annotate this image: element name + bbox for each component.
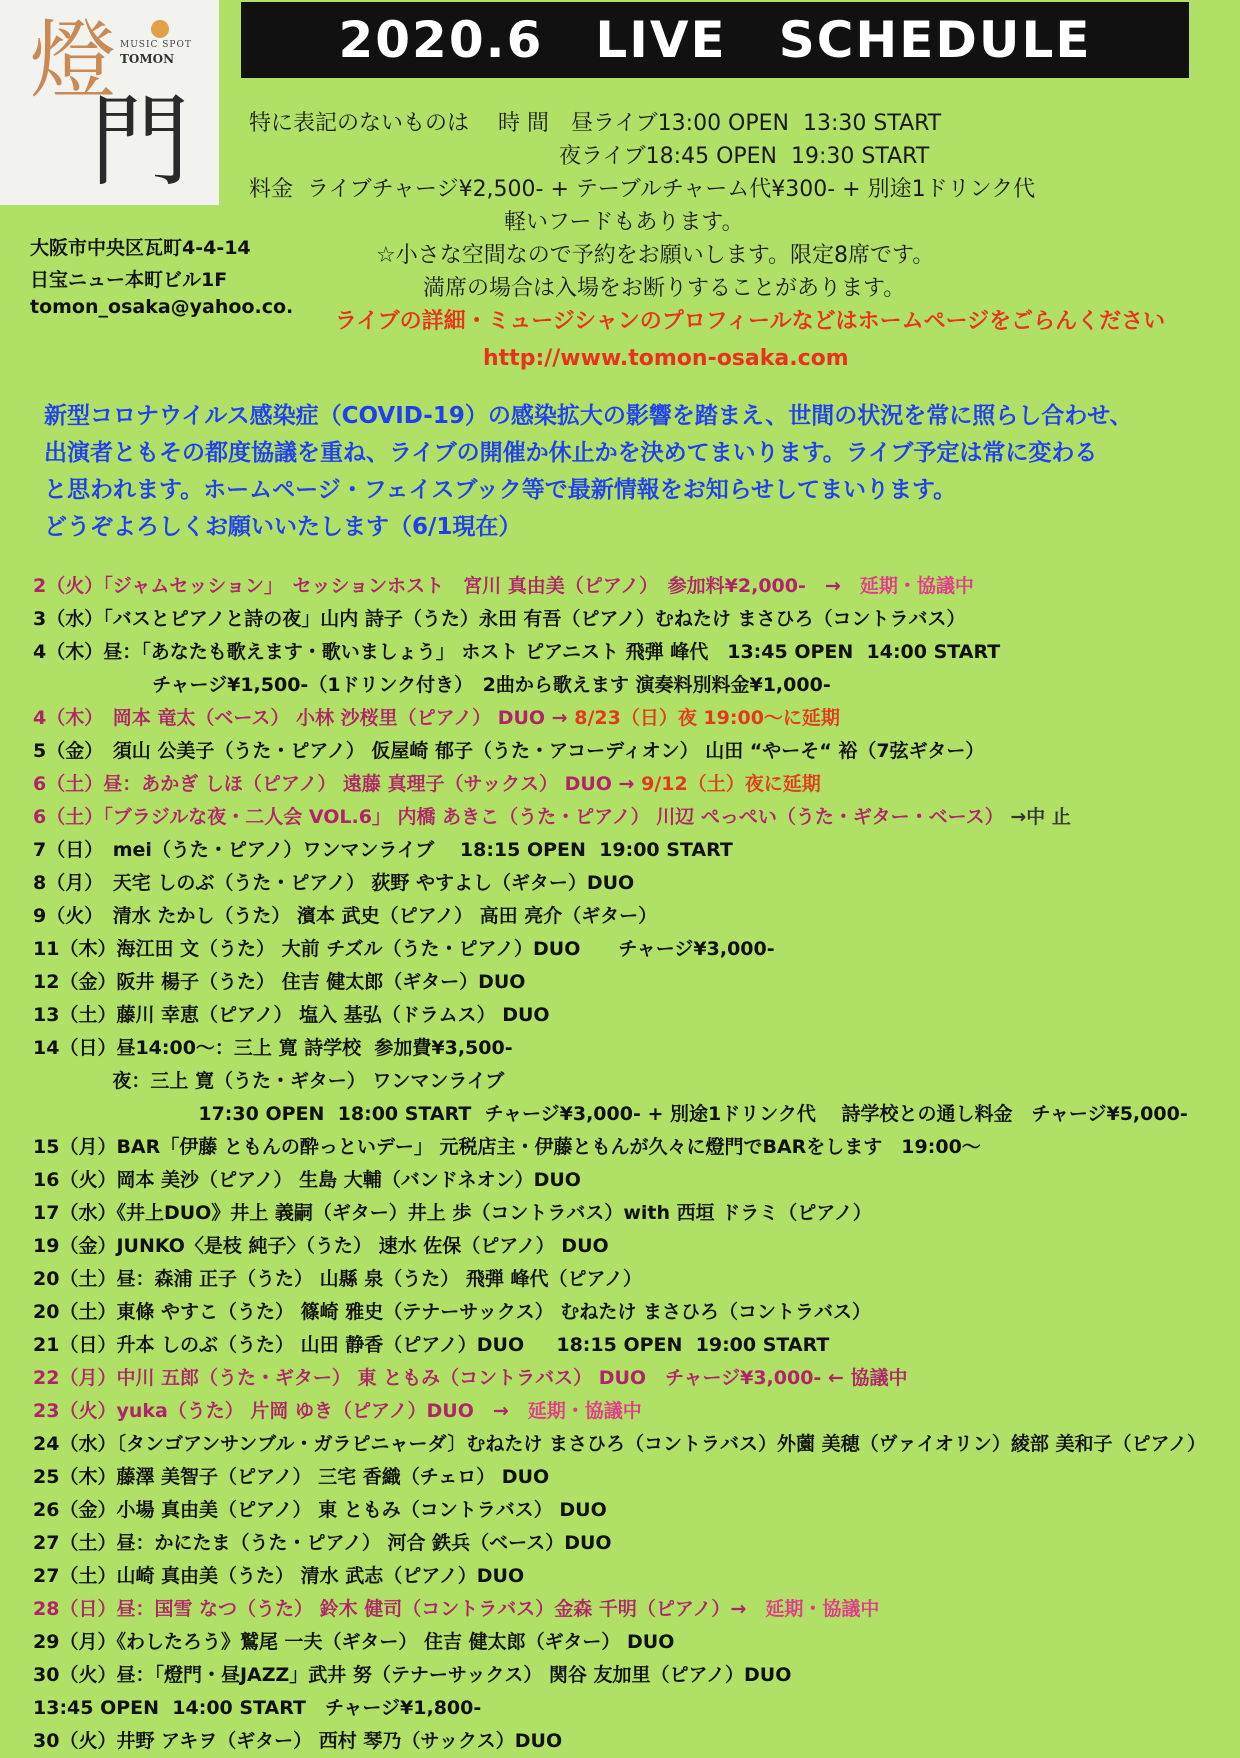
- schedule-row: 16（火）岡本 美沙（ピアノ） 生島 大輔（バンドネオン）DUO: [33, 1169, 581, 1191]
- status-badge: 8/23（日）夜 19:00〜に延期: [574, 707, 840, 729]
- info-full-house: 満席の場合は入場をお断りすることがあります。: [423, 276, 906, 301]
- covid-line: と思われます。ホームページ・フェイスブック等で最新情報をお知らせしてまいります。: [44, 477, 957, 503]
- page-title: 2020.6 LIVE SCHEDULE: [241, 2, 1189, 78]
- address-email[interactable]: tomon_osaka@yahoo.co.: [30, 296, 294, 318]
- schedule-row: 22（月）中川 五郎（うた・ギター） 東 ともみ（コントラバス） DUO チャージ¥3,000- ← 協議中: [33, 1367, 908, 1389]
- schedule-row: 12（金）阪井 楊子（うた） 住吉 健太郎（ギター）DUO: [33, 971, 526, 993]
- schedule-row: 26（金）小場 真由美（ピアノ） 東 ともみ（コントラバス） DUO: [33, 1499, 607, 1521]
- logo-sun-dot: [151, 20, 169, 38]
- schedule-list: [33, 570, 1233, 1758]
- covid-line: どうぞよろしくお願いいたします（6/1現在）: [44, 514, 522, 540]
- status-badge: 延期・協議中: [527, 1400, 642, 1422]
- logo-kanji-gate: 門: [90, 83, 190, 200]
- info-price: 料金 ライブチャージ¥2,500- + テーブルチャーム代¥300- + 別途1ドリンク代: [249, 177, 1036, 202]
- schedule-row: 17:30 OPEN 18:00 START チャージ¥3,000- + 別途1ドリンク代 詩学校との通し料金 チャージ¥5,000-: [33, 1103, 1188, 1125]
- homepage-link[interactable]: http://www.tomon-osaka.com: [483, 346, 849, 371]
- schedule-row: 4（木）昼：「あなたも歌えます・歌いましょう」 ホスト ピアニスト 飛弾 峰代 13:45 OPEN 14:00 START: [33, 641, 1001, 663]
- schedule-row: 13（土）藤川 幸恵（ピアノ） 塩入 基弘（ドラムス） DUO: [33, 1004, 550, 1026]
- schedule-row: 20（土）昼：森浦 正子（うた） 山縣 泉（うた） 飛弾 峰代（ピアノ）: [33, 1268, 642, 1290]
- schedule-row: 27（土）昼：かにたま（うた・ピアノ） 河合 鉄兵（ベース）DUO: [33, 1532, 612, 1554]
- schedule-row: 15（月）BAR「伊藤 ともんの酔っといデー」 元税店主・伊藤ともんが久々に燈門でBARをします 19:00〜: [33, 1136, 981, 1158]
- schedule-row: 21（日）升本 しのぶ（うた） 山田 静香（ピアノ）DUO 18:15 OPEN 19:00 START: [33, 1334, 830, 1356]
- schedule-row: 23（火）yuka（うた） 片岡 ゆき（ピアノ）DUO → 延期・協議中: [33, 1400, 642, 1422]
- schedule-row: 17（水）《井上DUO》井上 義嗣（ギター）井上 歩（コントラバス）with 西垣 ドラミ（ピアノ）: [33, 1202, 872, 1224]
- schedule-row: 9（火） 清水 たかし（うた） 濱本 武史（ピアノ） 高田 亮介（ギター）: [33, 905, 658, 927]
- schedule-row: 8（月） 天宅 しのぶ（うた・ピアノ） 荻野 やすよし（ギター）DUO: [33, 872, 635, 894]
- schedule-row: 11（木）海江田 文（うた） 大前 チズル（うた・ピアノ）DUO チャージ¥3,000-: [33, 938, 775, 960]
- logo-tomon: TOMON: [120, 52, 175, 66]
- schedule-row: 25（木）藤澤 美智子（ピアノ） 三宅 香織（チェロ） DUO: [33, 1466, 550, 1488]
- tomon-logo: [0, 0, 219, 205]
- covid-line: 新型コロナウイルス感染症（COVID-19）の感染拡大の影響を踏まえ、世間の状況を常に照らし合わせ、: [44, 403, 1133, 429]
- schedule-row: 5（金） 須山 公美子（うた・ピアノ） 仮屋崎 郁子（うた・アコーディオン） 山田 “やーそ“ 裕（7弦ギター）: [33, 740, 985, 762]
- schedule-row: 20（土）東條 やすこ（うた） 篠崎 雅史（テナーサックス） むねたけ まさひろ（コントラバス）: [33, 1301, 871, 1323]
- homepage-notice: ライブの詳細・ミュージシャンのプロフィールなどはホームページをごらんください: [335, 309, 1166, 334]
- schedule-row: 19（金）JUNKO〈是枝 純子〉（うた） 速水 佐保（ピアノ） DUO: [33, 1235, 609, 1257]
- info-time-night: 夜ライブ18:45 OPEN 19:30 START: [559, 144, 930, 169]
- schedule-row: 24（水）〔タンゴアンサンブル・ガラピニャーダ〕むねたけ まさひろ（コントラバス）外薗 美穂（ヴァイオリン）綾部 美和子（ピアノ）: [33, 1433, 1206, 1455]
- status-badge: 9/12（土）夜に延期: [641, 773, 821, 795]
- covid-notice: [44, 398, 1224, 546]
- logo-kanji-light: 燈: [30, 11, 116, 111]
- schedule-row: 29（月）《わしたろう》鷲尾 一夫（ギター） 住吉 健太郎（ギター） DUO: [33, 1631, 675, 1653]
- schedule-row: 13:45 OPEN 14:00 START チャージ¥1,800-: [33, 1697, 482, 1719]
- info-reservation: ☆小さな空間なので予約をお願いします。限定8席です。: [376, 243, 935, 268]
- schedule-row: 4（木） 岡本 竜太（ベース） 小林 沙桜里（ピアノ） DUO → 8/23（日）夜 19:00〜に延期: [33, 707, 840, 729]
- schedule-row: 28（日）昼：国雪 なつ（うた） 鈴木 健司（コントラバス）金森 千明（ピアノ）→ 延期・協議中: [33, 1598, 880, 1620]
- schedule-row: 14（日）昼14:00〜：三上 寛 詩学校 参加費¥3,500-: [33, 1037, 513, 1059]
- status-badge: →中 止: [1010, 806, 1071, 828]
- schedule-row: 30（火）井野 アキヲ（ギター） 西村 琴乃（サックス）DUO: [33, 1730, 563, 1752]
- schedule-row: 27（土）山崎 真由美（うた） 清水 武志（ピアノ）DUO: [33, 1565, 525, 1587]
- schedule-row: 夜：三上 寛（うた・ギター） ワンマンライブ: [33, 1070, 505, 1092]
- address-line2: 日宝ニュー本町ビル1F: [30, 269, 228, 291]
- logo-music-spot: MUSIC SPOT: [120, 40, 192, 50]
- info-food: 軽いフードもあります。: [504, 210, 744, 235]
- info-time-day: 特に表記のないものは 時 間 昼ライブ13:00 OPEN 13:30 START: [249, 111, 942, 136]
- schedule-row: 3（水）「バスとピアノと詩の夜」山内 詩子（うた）永田 有吾（ピアノ）むねたけ まさひろ（コントラバス）: [33, 608, 966, 630]
- schedule-row: 2（火）「ジャムセッション」 セッションホスト 宮川 真由美（ピアノ） 参加料¥2,000- → 延期・協議中: [33, 575, 974, 597]
- covid-line: 出演者ともその都度協議を重ね、ライブの開催か休止かを決めてまいります。ライブ予定は常に変わる: [44, 440, 1098, 466]
- status-badge: 延期・協議中: [859, 575, 974, 597]
- address-line1: 大阪市中央区瓦町4-4-14: [30, 237, 251, 259]
- schedule-row: 6（土）昼：あかぎ しほ（ピアノ） 遠藤 真理子（サックス） DUO → 9/12（土）夜に延期: [33, 773, 821, 795]
- schedule-row: 6（土）「ブラジルな夜・二人会 VOL.6」 内橋 あきこ（うた・ピアノ） 川辺 ぺっぺい（うた・ギター・ベース） →中 止: [33, 806, 1071, 828]
- schedule-row: 30（火）昼：「燈門・昼JAZZ」武井 努（テナーサックス） 関谷 友加里（ピアノ）DUO: [33, 1664, 792, 1686]
- schedule-row: チャージ¥1,500-（1ドリンク付き） 2曲から歌えます 演奏料別料金¥1,000-: [33, 674, 831, 696]
- schedule-row: 7（日） mei（うた・ピアノ）ワンマンライブ 18:15 OPEN 19:00 START: [33, 839, 733, 861]
- status-badge: 延期・協議中: [765, 1598, 880, 1620]
